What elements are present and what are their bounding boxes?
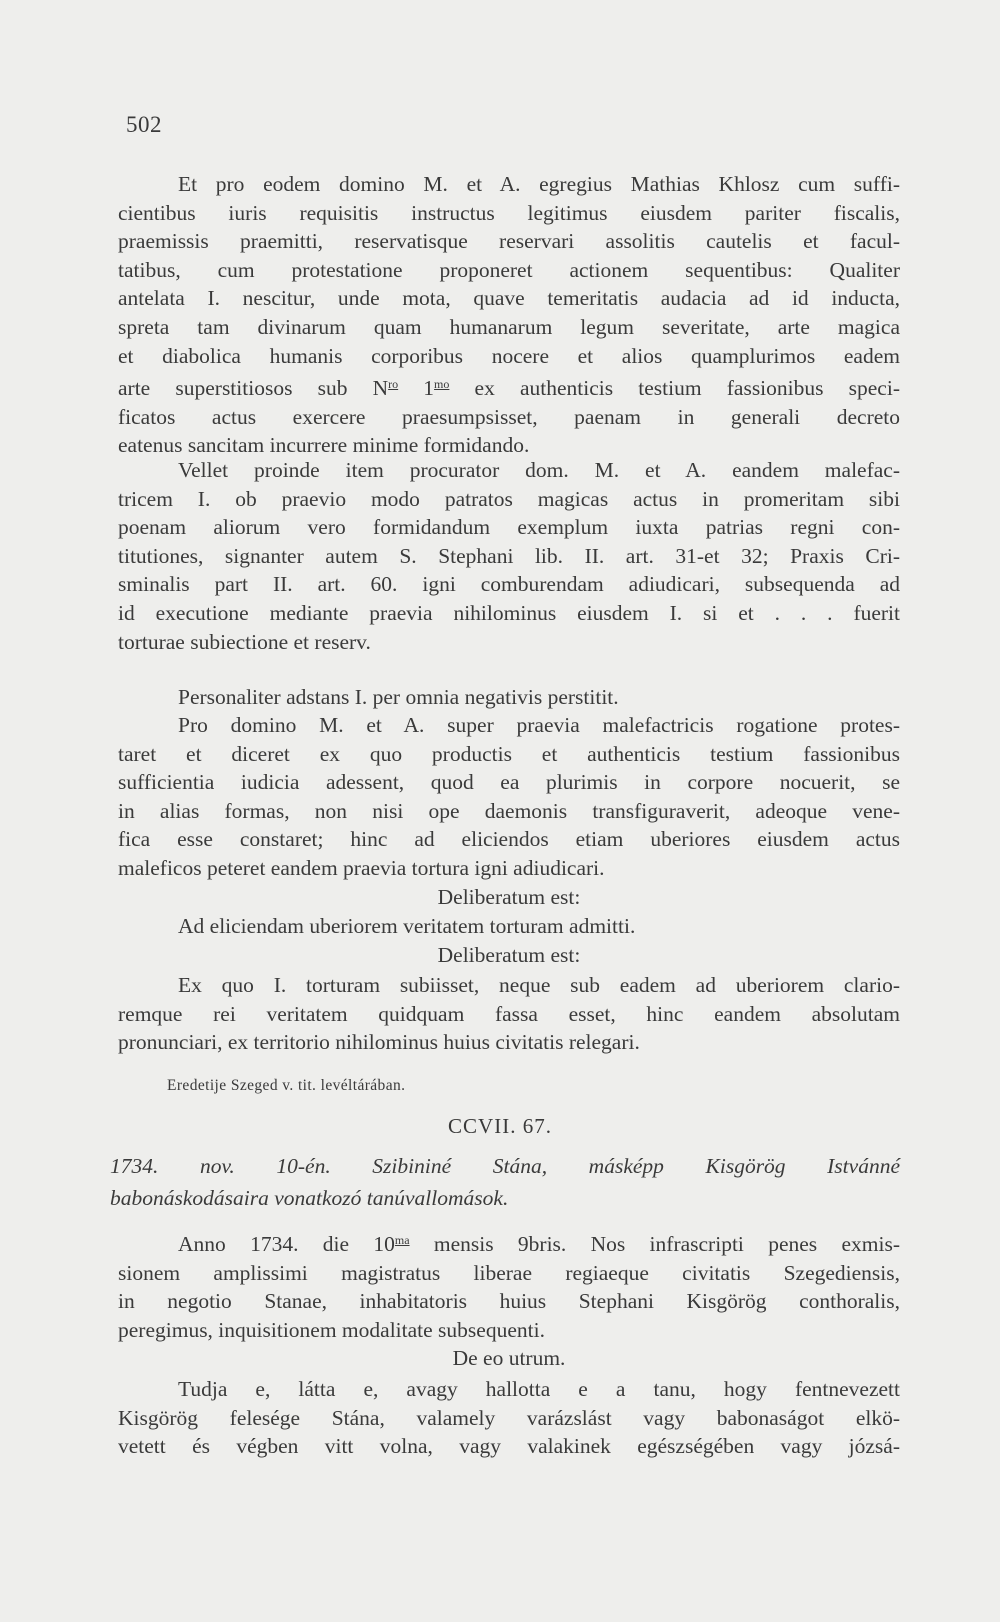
document-heading	[110, 1150, 900, 1214]
text-line: ficatos actus exercere praesumpsisset, paenam in generali decreto	[118, 404, 900, 429]
text-line: tricem I. ob praevio modo patratos magicas actus in promeritam sibi	[118, 486, 900, 511]
text-line: vetett és végben vitt volna, vagy valakinek egészségében vagy józsá-	[118, 1434, 900, 1459]
text-line: Et pro eodem domino M. et A. egregius Mathias Khlosz cum suffi-	[178, 172, 900, 196]
text-segment: mensis 9bris. Nos infrascripti penes exmis-	[409, 1232, 900, 1256]
text-segment: Anno 1734. die 10	[178, 1232, 395, 1256]
text-line: sionem amplissimi magistratus liberae regiaeque civitatis Szegediensis,	[118, 1260, 900, 1285]
paragraph-anno	[118, 1226, 900, 1344]
deliberatum-heading	[118, 941, 900, 970]
text-line: praemissis praemitti, reservatisque reservari assolitis cautelis et facul-	[118, 229, 900, 254]
paragraph-pro-domino	[118, 711, 900, 883]
text-line	[118, 370, 900, 403]
text-line	[118, 1226, 900, 1259]
heading-line: 1734. nov. 10-én. Szibininé Stána, másképp Kisgörög Istvánné	[110, 1154, 900, 1178]
superscript: mo	[434, 377, 450, 392]
de-eo-heading	[118, 1344, 900, 1373]
text-line: sufficientia iudicia adessent, quod ea plurimis in corpore nocuerit, se	[118, 770, 900, 795]
text-segment: 1	[398, 376, 435, 401]
text-line: et diabolica humanis corporibus nocere et alios quamplurimos eadem	[118, 343, 900, 368]
text-line: remque rei veritatem quidquam fassa esset, hinc eandem absolutam	[118, 1001, 900, 1026]
text-line: in negotio Stanae, inhabitatoris huius Stephani Kisgörög conthoralis,	[118, 1289, 900, 1314]
paragraph-ad-eliciendam	[118, 912, 900, 941]
text-line: Deliberatum est:	[437, 943, 581, 967]
paragraph-ex-quo	[118, 971, 900, 1057]
text-line: torturae subiectione et reserv.	[118, 629, 371, 654]
text-line: spreta tam divinarum quam humanarum legum severitate, arte magica	[118, 314, 900, 339]
text-line: Deliberatum est:	[437, 885, 581, 909]
paragraph-action	[118, 170, 900, 460]
text-line: id executione mediante praevia nihilominus eiusdem I. si et . . . fuerit	[118, 600, 900, 625]
text-line: Personaliter adstans I. per omnia negativis perstitit.	[178, 685, 619, 709]
text-line: fica esse constaret; hinc ad eliciendos etiam uberiores eiusdem actus	[118, 827, 900, 852]
paragraph-vellet	[118, 456, 900, 656]
text-line: Ex quo I. torturam subiisset, neque sub eadem ad uberiorem clario-	[178, 973, 900, 997]
paragraph-personaliter	[118, 683, 900, 712]
text-segment: arte superstitiosos sub N	[118, 376, 389, 401]
text-line: poenam aliorum vero formidandum exemplum iuxta patrias regni con-	[118, 515, 900, 540]
paragraph-tudja	[118, 1375, 900, 1461]
text-line: titutiones, signanter autem S. Stephani lib. II. art. 31-et 32; Praxis Cri-	[118, 543, 900, 568]
superscript: ma	[394, 1233, 410, 1247]
text-line: Tudja e, látta e, avagy hallotta e a tanu, hogy fentnevezett	[178, 1377, 900, 1401]
text-line: pronunciari, ex territorio nihilominus huius civitatis relegari.	[118, 1030, 640, 1055]
text-line: Ad eliciendam uberiorem veritatem torturam admitti.	[178, 914, 636, 938]
text-line: cientibus iuris requisitis instructus legitimus eiusdem pariter fiscalis,	[118, 200, 900, 225]
text-line: De eo utrum.	[452, 1346, 566, 1370]
text-line: Kisgörög felesége Stána, valamely varázslást vagy babonaságot elkö-	[118, 1405, 900, 1430]
text-line: taret et diceret ex quo productis et authenticis testium fassionibus	[118, 741, 900, 766]
text-line: tatibus, cum protestatione proponeret actionem sequentibus: Qualiter	[118, 257, 900, 282]
source-note: Eredetije Szeged v. tit. levéltárában.	[167, 1077, 406, 1094]
text-line: eatenus sancitam incurrere minime formidando.	[118, 433, 530, 458]
heading-line: babonáskodásaira vonatkozó tanúvallomások.	[110, 1186, 509, 1210]
text-line: Vellet proinde item procurator dom. M. et A. eandem malefac-	[178, 458, 900, 482]
document-number: CCVII. 67.	[448, 1114, 552, 1138]
text-line: peregimus, inquisitionem modalitate subsequenti.	[118, 1317, 545, 1342]
text-line: Pro domino M. et A. super praevia malefactricis rogatione protes-	[178, 713, 900, 737]
text-segment: ex authenticis testium fassionibus speci-	[449, 376, 900, 401]
text-line: in alias formas, non nisi ope daemonis transfiguraverit, adeoque vene-	[118, 798, 900, 823]
text-line: maleficos peteret eandem praevia tortura igni adiudicari.	[118, 855, 605, 880]
deliberatum-heading	[118, 883, 900, 912]
text-line: antelata I. nescitur, unde mota, quave temeritatis audacia ad id inducta,	[118, 286, 900, 311]
text-line: sminalis part II. art. 60. igni comburendam adiudicari, subsequenda ad	[118, 572, 900, 597]
superscript: ro	[388, 377, 399, 392]
page-number: 502	[126, 112, 162, 137]
